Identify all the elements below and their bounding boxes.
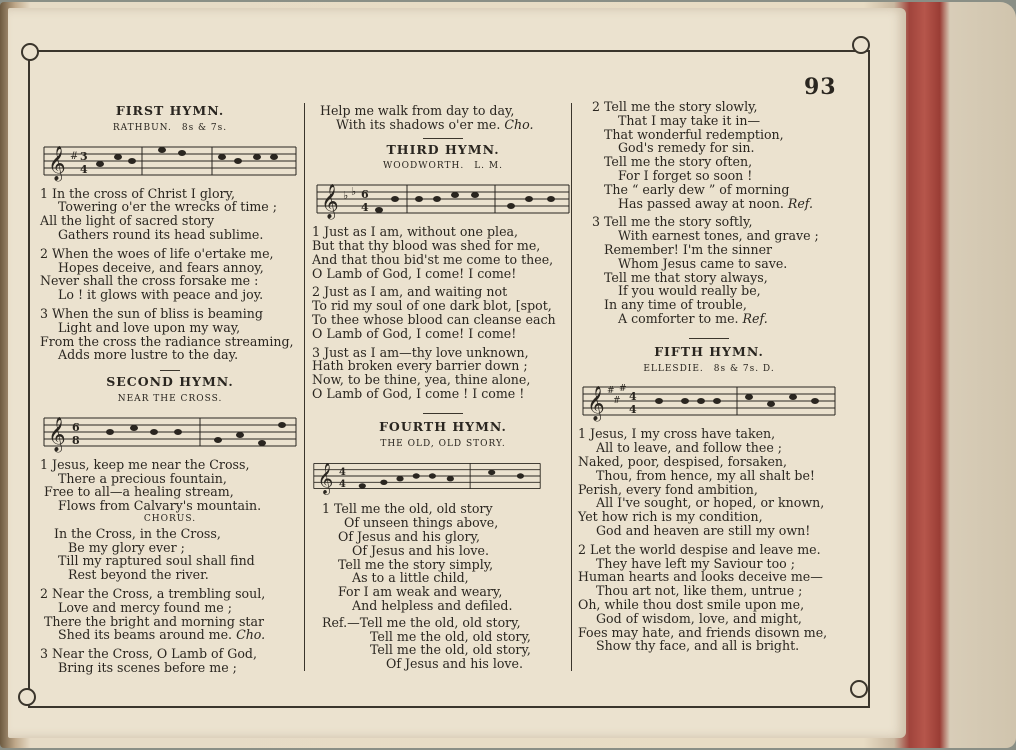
verse-line: Tell me the story often, (604, 154, 753, 170)
hymn-title: FIFTH HYMN. (654, 343, 764, 359)
verse-line: For I forget so soon ! (618, 167, 753, 183)
svg-text:6: 6 (361, 188, 369, 202)
music-staff (312, 454, 542, 498)
svg-text:8: 8 (72, 433, 80, 447)
verse-line: Of Jesus and his glory, (338, 528, 480, 544)
svg-text:#: # (613, 396, 621, 407)
svg-text:4: 4 (629, 403, 637, 417)
tune-name: THE OLD, OLD STORY. (380, 438, 506, 449)
verse-line: Whom Jesus came to save. (618, 255, 788, 271)
verse-line: All the light of sacred story (40, 213, 215, 229)
verse-line: 1 Just as I am, without one plea, (312, 224, 519, 240)
svg-text:4: 4 (361, 201, 369, 215)
verse-line: Gathers round its head sublime. (58, 226, 264, 242)
chorus-label: CHORUS. (143, 513, 197, 524)
verse-line: If you would really be, (618, 283, 761, 299)
verse-line: Has passed away at noon. Ref. (618, 195, 814, 211)
verse-line: Oh, while thou dost smile upon me, (578, 596, 805, 612)
svg-text:4: 4 (629, 390, 637, 404)
svg-text:𝄞: 𝄞 (587, 386, 605, 422)
music-staff (40, 139, 300, 183)
verse-line: Never shall the cross forsake me : (40, 273, 259, 289)
divider (423, 138, 463, 139)
hymn-meter: L. M. (474, 161, 503, 172)
verse-line: Hath broken every barrier down ; (312, 358, 528, 374)
column-3 (578, 100, 840, 653)
verse-line: Now, to be thine, yea, thine alone, (312, 372, 531, 388)
chorus-line: Rest beyond the river. (68, 567, 209, 583)
svg-text:4: 4 (80, 162, 88, 176)
verse-line: 3 When the sun of bliss is beaming (40, 305, 263, 321)
verse-line: Of Jesus and his love. (352, 542, 490, 558)
column-2 (312, 104, 574, 671)
hymn-meter: 8s & 7s. D. (713, 363, 775, 374)
svg-text:♭: ♭ (343, 189, 349, 203)
svg-text:𝄞: 𝄞 (48, 145, 66, 181)
verse-line: Remember! I'm the sinner (604, 241, 773, 257)
chorus-ref: Cho. (236, 627, 266, 643)
verse-line: God and heaven are still my own! (596, 522, 811, 538)
refrain-line: Ref.—Tell me the old, old story, (322, 614, 521, 630)
hymn-title: SECOND HYMN. (106, 374, 234, 390)
verse-line: O Lamb of God, I come ! I come ! (312, 385, 525, 401)
verse-line: For I am weak and weary, (338, 584, 503, 600)
verse-line: 3 Just as I am—thy love unknown, (312, 344, 529, 360)
verse-line: O Lamb of God, I come! I come! (312, 325, 517, 341)
verse-line: Thou, from hence, my all shalt be! (596, 467, 815, 483)
verse-line: Love and mercy found me ; (58, 599, 232, 615)
divider (160, 370, 180, 371)
verse-line: Towering o'er the wrecks of time ; (58, 199, 277, 215)
svg-text:#: # (70, 150, 79, 162)
svg-text:♭: ♭ (351, 185, 357, 199)
verse-line: 2 When the woes of life o'ertake me, (40, 245, 274, 261)
border-corner-ornament (852, 36, 870, 54)
verse-line: Of unseen things above, (344, 515, 499, 531)
verse-line: Hopes deceive, and fears annoy, (58, 259, 264, 275)
verse-line: With earnest tones, and grave ; (618, 228, 819, 244)
border-corner-ornament (21, 43, 39, 61)
verse-line: A comforter to me. Ref. (618, 310, 768, 326)
verse-line: Adds more lustre to the day. (58, 347, 239, 363)
music-staff (40, 410, 300, 454)
svg-text:𝄞: 𝄞 (317, 463, 334, 495)
verse-line: And that thou bid'st me come to thee, (312, 251, 554, 267)
tune-name: ELLESDIE. (643, 363, 704, 374)
verse-line: Bring its scenes before me ; (58, 659, 237, 675)
music-staff (578, 379, 840, 423)
column-divider (304, 103, 305, 671)
verse-line: Free to all—a healing stream, (44, 484, 234, 500)
hymn-meter: 8s & 7s. (181, 122, 228, 133)
verse-line: Tell me the story simply, (338, 556, 494, 572)
verse-line: O Lamb of God, I come! I come! (312, 265, 517, 281)
tune-name: RATHBUN. (112, 122, 172, 133)
tune-name: NEAR THE CROSS. (117, 393, 223, 404)
verse-line: 2 Let the world despise and leave me. (578, 541, 821, 557)
chorus-line: Till my raptured soul shall find (58, 553, 255, 569)
verse-line: Thou art not, like them, untrue ; (596, 583, 803, 599)
verse-line: To thee whose blood can cleanse each (312, 311, 556, 327)
verse-line: 3 Near the Cross, O Lamb of God, (40, 646, 257, 662)
verse-line: 1 Tell me the old, old story (322, 501, 493, 517)
divider (423, 413, 463, 414)
verse-line: Human hearts and looks deceive me— (578, 569, 823, 585)
refrain-line: Of Jesus and his love. (386, 656, 524, 672)
chorus-line: Be my glory ever ; (68, 539, 185, 555)
verse-line: Naked, poor, despised, forsaken, (578, 453, 788, 469)
verse-line: 3 Tell me the story softly, (592, 214, 753, 230)
svg-text:4: 4 (338, 467, 346, 479)
refrain-ref: Ref. (742, 310, 768, 326)
verse-line: In any time of trouble, (604, 297, 747, 313)
verse-line: Perish, every fond ambition, (578, 481, 758, 497)
hymn-title: FOURTH HYMN. (379, 418, 507, 434)
svg-text:4: 4 (338, 479, 346, 491)
verse-line: 2 Tell me the story slowly, (592, 99, 758, 114)
svg-text:𝄞: 𝄞 (321, 184, 339, 220)
verse-line: That I may take it in— (618, 112, 761, 128)
chorus-ref: Cho. (504, 116, 534, 132)
verse-line: All to leave, and follow thee ; (596, 440, 783, 456)
column-1 (40, 100, 300, 675)
hymn-title: THIRD HYMN. (386, 141, 500, 157)
verse-line: From the cross the radiance streaming, (40, 333, 294, 349)
svg-text:6: 6 (72, 420, 80, 434)
verse-line: 2 Just as I am, and waiting not (312, 284, 508, 300)
verse-line: 2 Near the Cross, a trembling soul, (40, 585, 266, 601)
verse-line: God's remedy for sin. (618, 140, 755, 156)
page-number: 93 (804, 74, 837, 100)
verse-line: Foes may hate, and friends disown me, (578, 624, 828, 640)
verse-line: God of wisdom, love, and might, (596, 610, 802, 626)
verse-line: Lo ! it glows with peace and joy. (58, 287, 264, 303)
verse-line: The “ early dew ” of morning (604, 181, 790, 197)
svg-text:𝄞: 𝄞 (48, 416, 66, 452)
divider (689, 338, 729, 339)
verse-line: With its shadows o'er me. Cho. (336, 116, 534, 132)
hymn-title: FIRST HYMN. (115, 103, 225, 118)
tune-name: WOODWORTH. (383, 161, 465, 172)
verse-line: 1 Jesus, keep me near the Cross, (40, 456, 250, 472)
refrain-line: Tell me the old, old story, (370, 642, 531, 658)
verse-line: Shed its beams around me. Cho. (58, 627, 266, 643)
refrain-line: Tell me the old, old story, (370, 628, 531, 644)
verse-line: That wonderful redemption, (604, 126, 784, 142)
svg-text:#: # (607, 386, 615, 397)
verse-line: There a precious fountain, (58, 470, 227, 486)
verse-line: 1 In the cross of Christ I glory, (40, 185, 235, 201)
verse-line: All I've sought, or hoped, or known, (596, 495, 825, 511)
verse-line: As to a little child, (352, 570, 469, 586)
verse-line: Flows from Calvary's mountain. (58, 498, 262, 514)
refrain-ref: Ref. (787, 195, 814, 211)
verse-line: Help me walk from day to day, (320, 103, 515, 118)
verse-line: Yet how rich is my condition, (578, 509, 763, 525)
svg-text:#: # (619, 384, 627, 395)
verse-line: Show thy face, and all is bright. (596, 638, 800, 654)
border-corner-ornament (18, 688, 36, 706)
verse-line: Light and love upon my way, (58, 319, 241, 335)
verse-line: And helpless and defiled. (352, 597, 513, 613)
music-staff (312, 177, 574, 221)
verse-line: There the bright and morning star (44, 613, 265, 629)
border-corner-ornament (850, 680, 868, 698)
verse-line: They have left my Saviour too ; (596, 555, 796, 571)
verse-line: But that thy blood was shed for me, (312, 237, 541, 253)
verse-line: To rid my soul of one dark blot, [spot, (312, 298, 552, 314)
verse-line: Tell me that story always, (604, 269, 768, 285)
chorus-line: In the Cross, in the Cross, (54, 525, 221, 541)
verse-line: 1 Jesus, I my cross have taken, (578, 426, 776, 442)
svg-text:3: 3 (80, 149, 88, 163)
